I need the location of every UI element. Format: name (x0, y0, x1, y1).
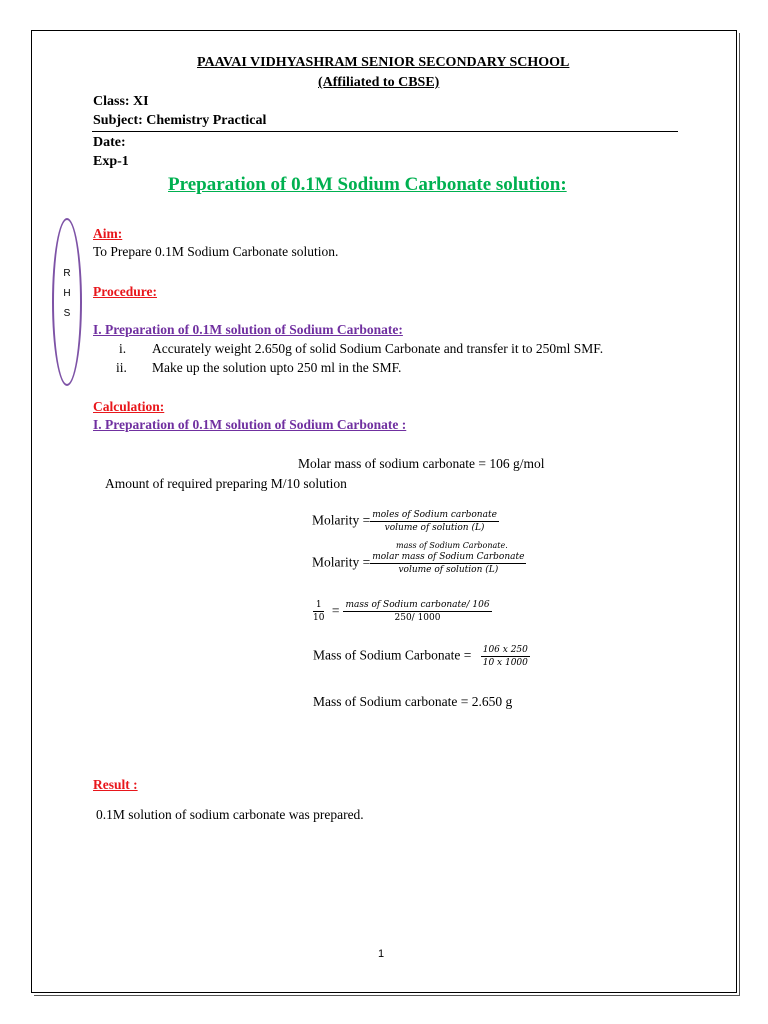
subject-label: Subject: Chemistry Practical (93, 113, 267, 128)
margin-letter-r: R (63, 268, 71, 279)
margin-letter-h: H (63, 288, 71, 299)
fraction-denominator: 10 x 1000 (482, 658, 528, 668)
margin-letter-s: S (63, 308, 71, 319)
fraction (481, 645, 530, 668)
fraction-denominator: volume of solution (L) (384, 523, 485, 533)
equation-ratio (313, 600, 492, 623)
fraction-numerator: mass of Sodium carbonate/ 106 (345, 600, 490, 610)
calculation-heading: Calculation: (93, 399, 165, 414)
equation-2-top-text: mass of Sodium Carbonate. (396, 541, 508, 550)
fraction-numerator: 106 x 250 (482, 645, 528, 655)
fraction (370, 552, 526, 575)
aim-heading: Aim: (93, 226, 123, 241)
aim-text: To Prepare 0.1M Sodium Carbonate solution. (93, 244, 339, 259)
fraction-denominator: 10 (313, 613, 325, 623)
exp-label: Exp-1 (93, 154, 129, 169)
class-label: Class: XI (93, 94, 149, 109)
procedure-subheading: I. Preparation of 0.1M solution of Sodium Carbonate: (93, 322, 403, 337)
calculation-subheading: I. Preparation of 0.1M solution of Sodium Carbonate : (93, 417, 407, 432)
date-label: Date: (93, 135, 126, 150)
fraction (343, 600, 491, 623)
equals-sign: = (331, 602, 340, 618)
page-title: Preparation of 0.1M Sodium Carbonate solution: (168, 174, 567, 195)
result-text: 0.1M solution of sodium carbonate was prepared. (96, 807, 364, 822)
fraction-numerator: 1 (313, 600, 324, 612)
amount-line: Amount of required preparing M/10 solution (105, 476, 347, 491)
equation-molarity-1 (312, 510, 499, 533)
mass-result-line: Mass of Sodium carbonate = 2.650 g (313, 694, 513, 709)
rhs-oval (52, 218, 82, 386)
fraction-denominator: volume of solution (L) (398, 565, 499, 575)
fraction (370, 510, 499, 533)
fraction-numerator: moles of Sodium carbonate (372, 510, 497, 520)
fraction-numerator: molar mass of Sodium Carbonate (372, 552, 525, 562)
school-name: PAAVAI VIDHYASHRAM SENIOR SECONDARY SCHOOL (197, 55, 570, 70)
molar-mass-line: Molar mass of sodium carbonate = 106 g/mol (298, 456, 545, 471)
step-number: i. (119, 341, 127, 356)
step-text: Accurately weight 2.650g of solid Sodium Carbonate and transfer it to 250ml SMF. (152, 341, 604, 356)
procedure-heading: Procedure: (93, 284, 157, 299)
step-number: ii. (116, 360, 127, 375)
page-number: 1 (378, 948, 385, 960)
equation-molarity-2 (312, 552, 526, 575)
result-heading: Result : (93, 777, 138, 792)
equation-label: Molarity = (312, 554, 371, 570)
equation-label: Molarity = (312, 512, 371, 528)
affiliation: (Affiliated to CBSE) (318, 75, 440, 90)
fraction-denominator: 250/ 1000 (394, 613, 441, 623)
step-text: Make up the solution upto 250 ml in the SMF. (152, 360, 402, 375)
equation-label: Mass of Sodium Carbonate = (313, 647, 472, 663)
fraction (313, 600, 324, 623)
header-divider (92, 131, 678, 132)
equation-mass (313, 645, 530, 668)
